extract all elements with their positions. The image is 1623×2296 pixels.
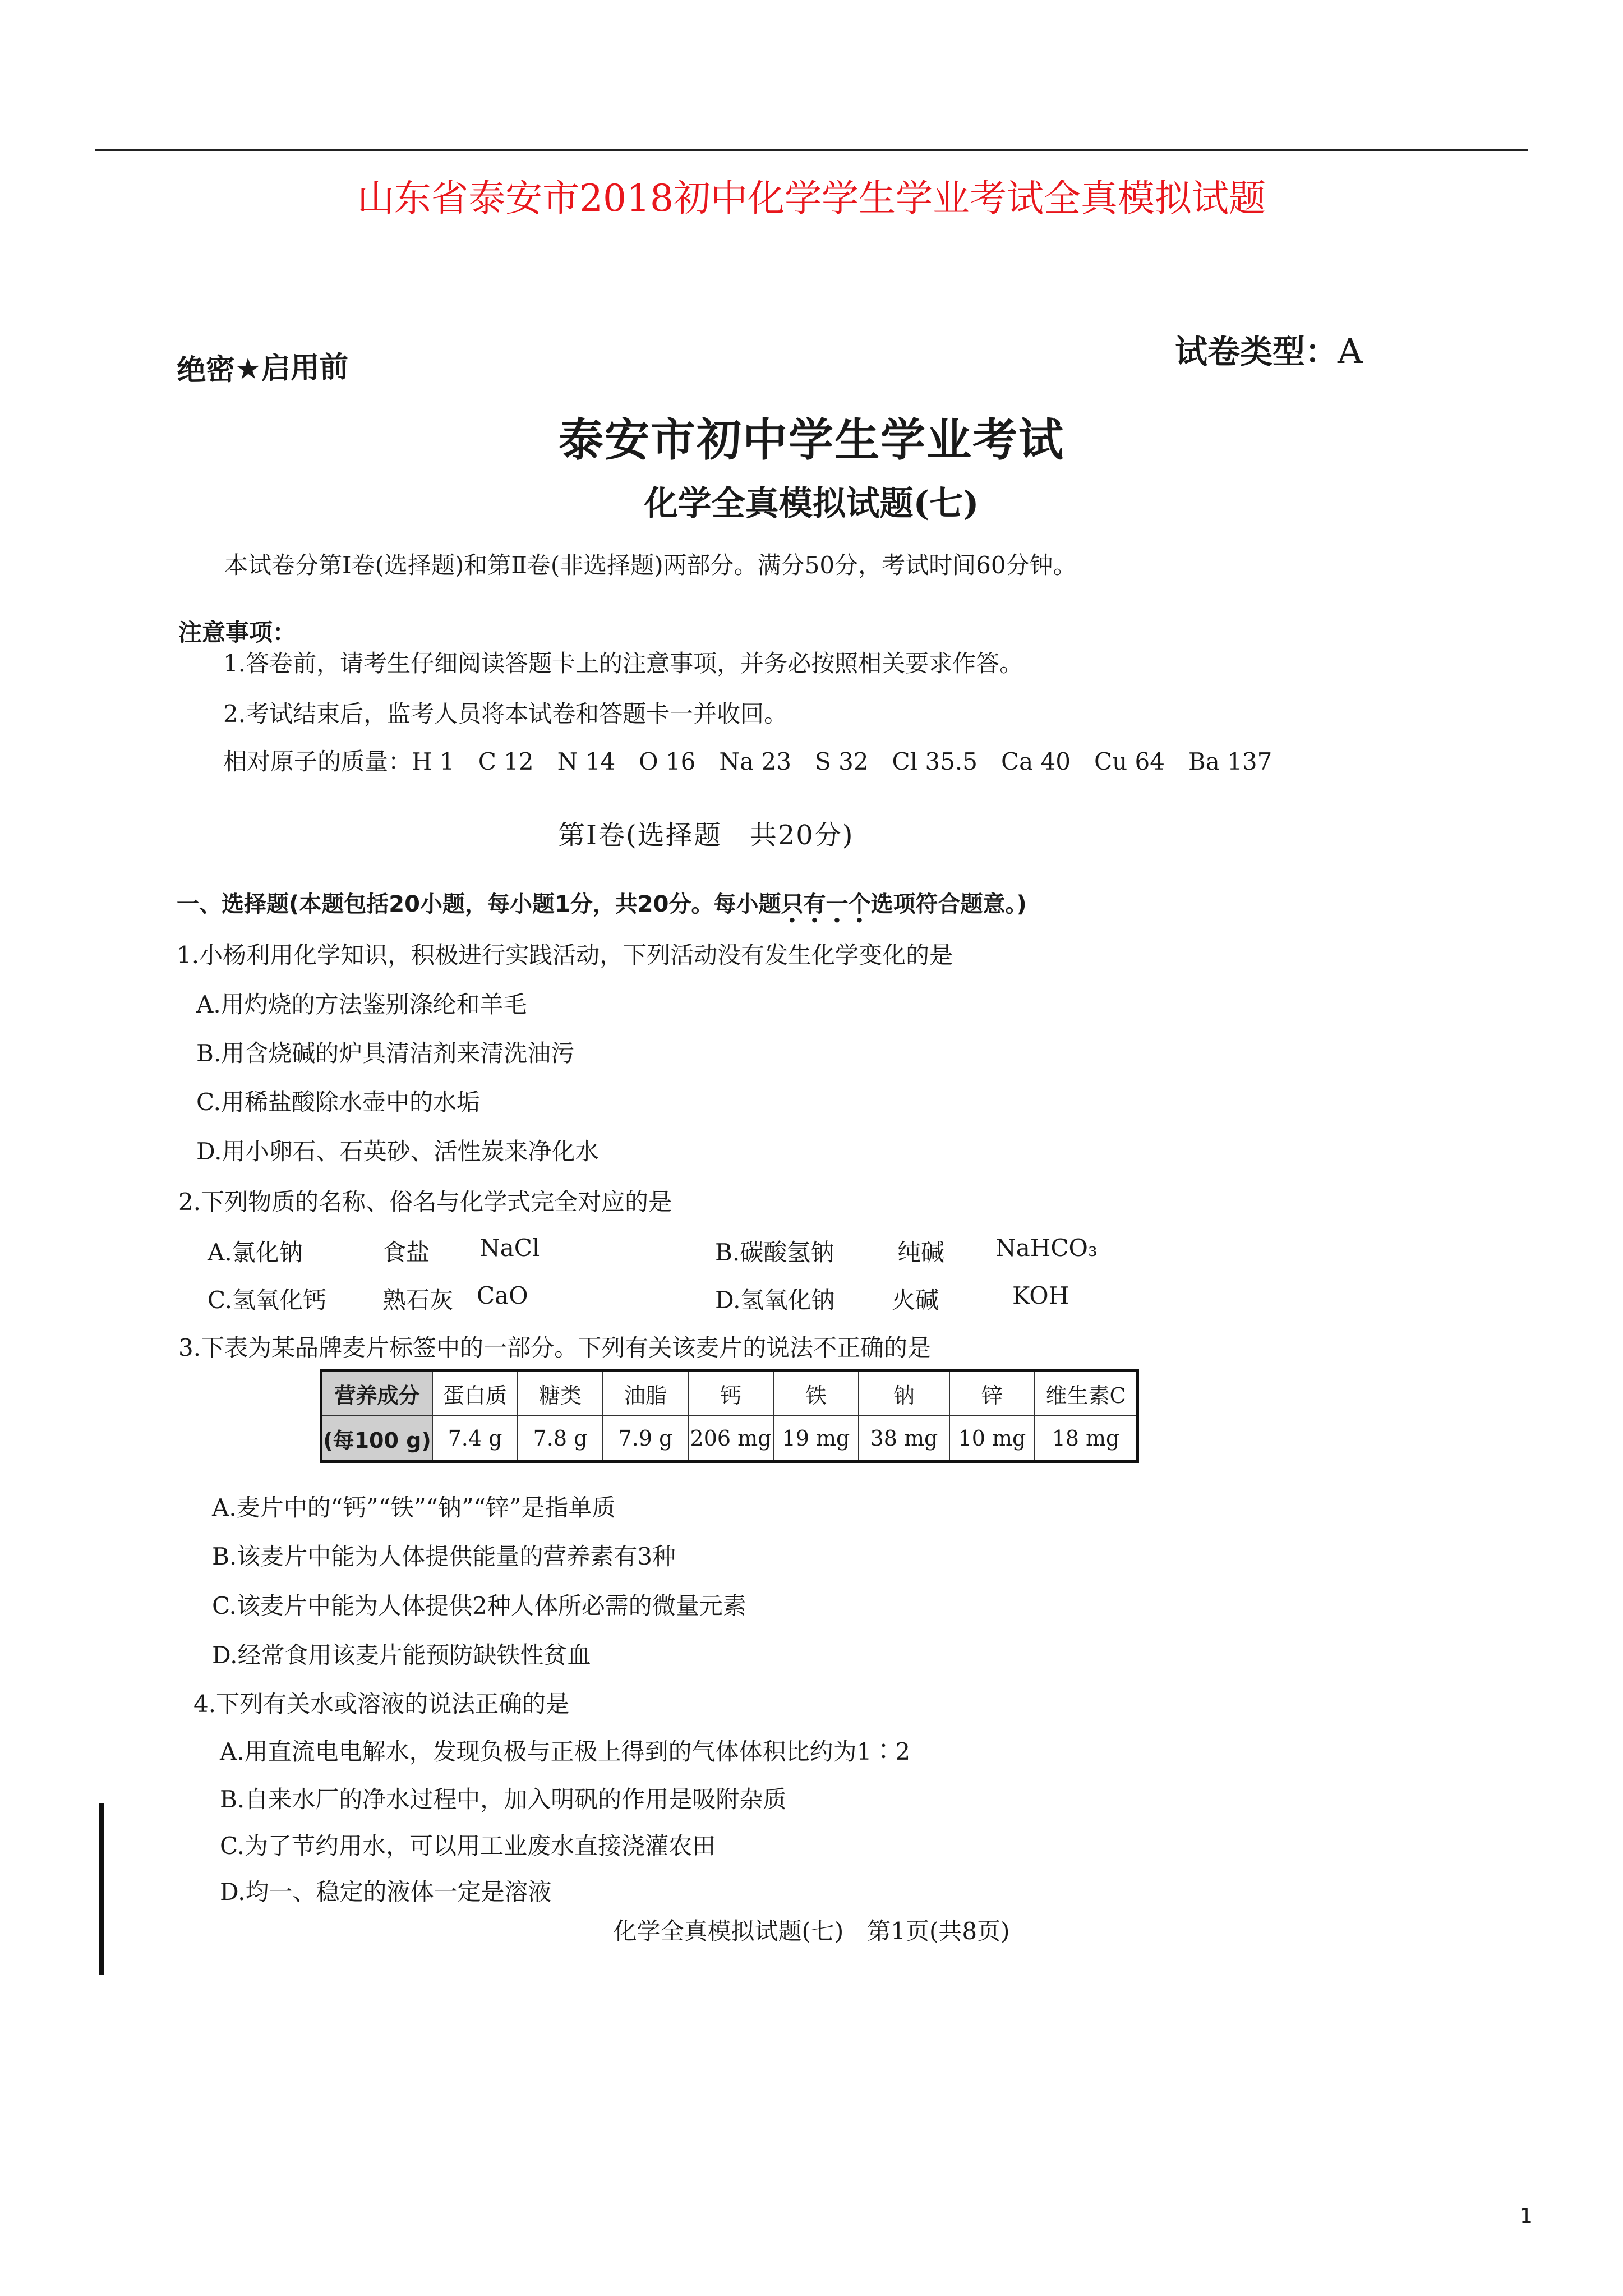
section-title: 第Ⅰ卷(选择题 共20分) [558, 820, 854, 851]
q1-option-a: A.用灼烧的方法鉴别涤纶和羊毛 [196, 991, 527, 1018]
q2-c-formula: CaO [477, 1282, 528, 1309]
q3-option-b: B.该麦片中能为人体提供能量的营养素有3种 [212, 1543, 676, 1570]
table-cell-nutrient: 油脂 [603, 1370, 688, 1416]
emphasis-char-4: 个 [848, 891, 871, 917]
nutrition-table [320, 1369, 1139, 1463]
paper-type-label: 试卷类型： [1175, 333, 1338, 371]
paper-type-value: A [1338, 330, 1363, 371]
page-footer: 化学全真模拟试题(七) 第1页(共8页) [613, 1917, 1010, 1945]
secret-mark: 绝密★启用前 [176, 350, 349, 388]
q4-option-c: C.为了节约用水，可以用工业废水直接浇灌农田 [220, 1832, 716, 1860]
q3-option-d: D.经常食用该麦片能预防缺铁性贫血 [212, 1641, 591, 1669]
page-number: 1 [1520, 2205, 1533, 2228]
q4-stem: 4.下列有关水或溶液的说法正确的是 [193, 1690, 570, 1718]
table-cell-nutrient: 维生素C [1035, 1370, 1138, 1416]
q2-b-formula: NaHCO₃ [995, 1234, 1098, 1262]
top-rule [95, 149, 1528, 151]
emphasis-char-3: 一 [826, 891, 849, 917]
q1-option-b: B.用含烧碱的炉具清洁剂来清洗油污 [196, 1039, 575, 1067]
q2-b-common: 纯碱 [897, 1239, 945, 1266]
notice-title: 注意事项： [178, 619, 297, 646]
q2-d-name: D.氢氧化钠 [715, 1286, 835, 1314]
intro-text: 本试卷分第Ⅰ卷(选择题)和第Ⅱ卷(非选择题)两部分。满分50分，考试时间60分钟。 [224, 551, 1077, 579]
q1-option-c: C.用稀盐酸除水壶中的水垢 [196, 1088, 480, 1116]
emphasis-char-1: 只 [781, 891, 804, 917]
table-cell-amount: 19 mg [773, 1416, 859, 1462]
q4-option-d: D.均一、稳定的液体一定是溶液 [220, 1878, 552, 1906]
paper-type [1175, 325, 1363, 372]
table-cell-amount: 206 mg [688, 1416, 773, 1462]
sub-title: 化学全真模拟试题(七) [644, 484, 979, 523]
main-title: 泰安市初中学生学业考试 [559, 414, 1064, 466]
notice-item-1: 1.答卷前，请考生仔细阅读答题卡上的注意事项，并务必按照相关要求作答。 [223, 650, 1023, 677]
q4-option-a: A.用直流电电解水，发现负极与正极上得到的气体体积比约为1∶2 [220, 1738, 911, 1765]
q4-option-b: B.自来水厂的净水过程中，加入明矾的作用是吸附杂质 [220, 1786, 787, 1813]
q2-c-common: 熟石灰 [382, 1286, 454, 1314]
table-cell-nutrient: 钠 [859, 1370, 949, 1416]
q2-a-common: 食盐 [382, 1239, 430, 1266]
table-cell-amount: 7.8 g [518, 1416, 603, 1462]
table-cell-amount: 18 mg [1035, 1416, 1138, 1462]
q2-c-name: C.氢氧化钙 [208, 1286, 326, 1314]
atomic-masses: 相对原子的质量：H 1 C 12 N 14 O 16 Na 23 S 32 Cl 35.5 Ca 40 Cu 64 Ba 137 [223, 748, 1272, 775]
q2-stem: 2.下列物质的名称、俗名与化学式完全对应的是 [178, 1188, 672, 1216]
q1-option-d: D.用小卵石、石英砂、活性炭来净化水 [196, 1138, 599, 1165]
table-row-nutrients [321, 1370, 1138, 1416]
part-instruction [177, 886, 1027, 918]
table-cell-amount: 7.4 g [432, 1416, 518, 1462]
table-row-amounts [321, 1416, 1138, 1462]
q3-option-a: A.麦片中的“钙”“铁”“钠”“锌”是指单质 [212, 1494, 616, 1521]
table-cell-nutrient: 铁 [773, 1370, 859, 1416]
table-head-nutrient: 营养成分 [321, 1370, 433, 1416]
q2-d-formula: KOH [1012, 1282, 1069, 1309]
q2-d-common: 火碱 [892, 1286, 939, 1314]
table-cell-nutrient: 糖类 [518, 1370, 603, 1416]
table-cell-amount: 38 mg [859, 1416, 949, 1462]
table-cell-nutrient: 锌 [949, 1370, 1035, 1416]
part-instruction-post: 选项符合题意。) [870, 891, 1027, 917]
table-cell-amount: 10 mg [949, 1416, 1035, 1462]
q2-a-formula: NaCl [479, 1234, 540, 1262]
emphasis-char-2: 有 [803, 891, 826, 917]
q1-stem: 1.小杨利用化学知识，积极进行实践活动，下列活动没有发生化学变化的是 [177, 941, 953, 969]
scan-edge-mark [99, 1803, 104, 1975]
q2-a-name: A.氯化钠 [208, 1239, 303, 1266]
table-cell-nutrient: 钙 [688, 1370, 773, 1416]
q3-stem: 3.下表为某品牌麦片标签中的一部分。下列有关该麦片的说法不正确的是 [178, 1334, 932, 1361]
q2-b-name: B.碳酸氢钠 [715, 1239, 834, 1266]
part-instruction-pre: 一、选择题(本题包括20小题，每小题1分，共20分。每小题 [177, 891, 781, 917]
header-title: 山东省泰安市2018初中化学学生学业考试全真模拟试题 [357, 177, 1266, 220]
notice-item-2: 2.考试结束后，监考人员将本试卷和答题卡一并收回。 [223, 700, 788, 728]
table-cell-nutrient: 蛋白质 [432, 1370, 518, 1416]
table-cell-amount: 7.9 g [603, 1416, 688, 1462]
q3-option-c: C.该麦片中能为人体提供2种人体所必需的微量元素 [212, 1592, 746, 1619]
table-head-unit: (每100 g) [321, 1416, 433, 1462]
